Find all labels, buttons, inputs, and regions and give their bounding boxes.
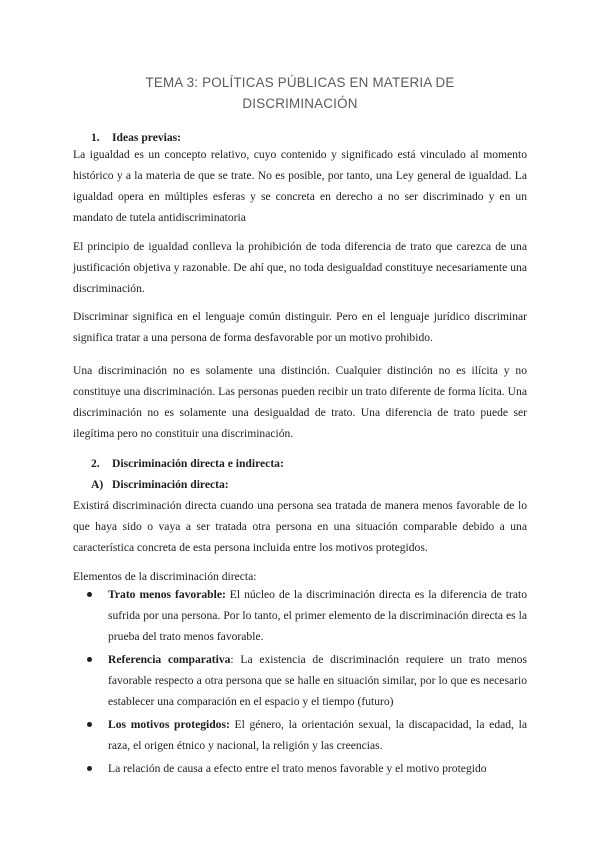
elements-list (73, 584, 527, 781)
item-bold: Los motivos protegidos: (108, 718, 230, 731)
section-2-heading (91, 455, 284, 473)
section-1-title: Ideas previas: (112, 131, 182, 144)
list-item (73, 649, 527, 712)
document-title (60, 72, 540, 114)
item-text: La relación de causa a efecto entre el trato menos favorable y el motivo protegido (108, 762, 487, 775)
paragraph: Discriminar significa en el lenguaje común distinguir. Pero en el lenguaje jurídico discriminar significa tratar a una persona de forma desfavorable por un motivo prohibido. (73, 310, 527, 344)
list-item (73, 584, 527, 647)
item-text: : La existencia de discriminación requiere un trato menos favorable respecto a otra persona que se halle en situación similar, por lo que es necesario establecer una comparación en el espacio y el tiempo (futuro) (108, 653, 527, 708)
bullet-icon (87, 766, 92, 771)
bullet-icon (87, 722, 92, 727)
paragraph: Existirá discriminación directa cuando una persona sea tratada de manera menos favorable de lo que haya sido o vaya a ser tratada otra persona en una situación comparable debido a una característica concreta de esta persona incluida entre los motivos protegidos. (73, 499, 527, 554)
list-item (73, 758, 527, 779)
item-text: El género, la orientación sexual, la discapacidad, la edad, la raza, el origen étnico y nacional, la religión y las creencias. (108, 718, 527, 752)
elements-intro: Elementos de la discriminación directa: (73, 570, 257, 583)
bullet-icon (87, 592, 92, 597)
list-item (73, 714, 527, 756)
item-bold: Trato menos favorable: (108, 588, 226, 601)
paragraph: La igualdad es un concepto relativo, cuyo contenido y significado está vinculado al momento histórico y a la materia de que se trate. No es posible, por tanto, una Ley general de igualdad. La igualdad opera en múltiples esferas y se concreta en derecho a no ser discriminado y en un mandato de tutela antidiscriminatoria (73, 148, 527, 224)
section-2-number: 2. (91, 457, 100, 470)
subsection-a-title: Discriminación directa: (112, 478, 229, 491)
title-line-1: TEMA 3: POLÍTICAS PÚBLICAS EN MATERIA DE (145, 75, 455, 90)
bullet-icon (87, 657, 92, 662)
section-2-title: Discriminación directa e indirecta: (112, 457, 284, 470)
item-text: El núcleo de la discriminación directa es la diferencia de trato sufrida por una persona. Por lo tanto, el primer elemento de la discriminación directa es la prueba del trato menos favorable. (108, 588, 527, 643)
subsection-a-label: A) (91, 478, 104, 491)
item-bold: Referencia comparativa (108, 653, 231, 666)
title-line-2: DISCRIMINACIÓN (242, 96, 358, 111)
subsection-a-heading (91, 476, 229, 494)
paragraph: El principio de igualdad conlleva la prohibición de toda diferencia de trato que carezca de una justificación objetiva y razonable. De ahí que, no toda desigualdad constituye necesariamente una discriminación. (73, 240, 527, 295)
section-1-number: 1. (91, 131, 100, 144)
paragraph: Una discriminación no es solamente una distinción. Cualquier distinción no es ilícita y no constituye una discriminación. Las personas pueden recibir un trato diferente de forma lícita. Una discriminación no es solamente una desigualdad de trato. Una diferencia de trato puede ser ilegítima pero no constituir una discriminación. (73, 364, 527, 440)
